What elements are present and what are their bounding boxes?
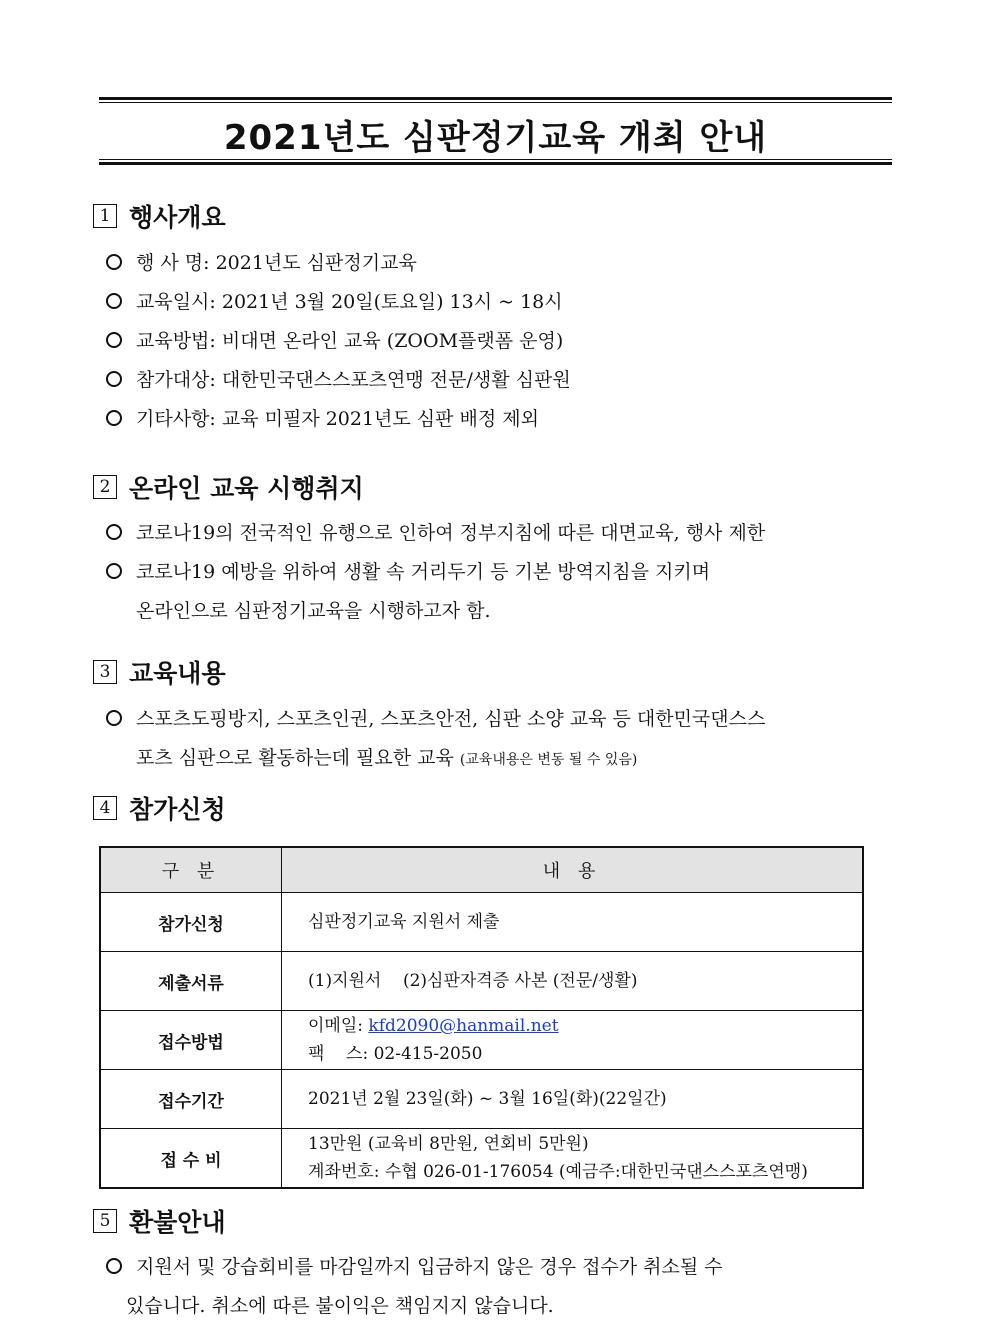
overview-item-datetime: 교육일시: 2021년 3월 20일(토요일) 13시 ~ 18시 <box>106 287 866 314</box>
table-header-category: 구 분 <box>100 847 282 893</box>
title-top-rule-thick <box>99 97 892 100</box>
section-2-title: 온라인 교육 시행취지 <box>129 474 364 503</box>
overview-item-target: 참가대상: 대한민국댄스스포츠연맹 전문/생활 심판원 <box>106 365 866 392</box>
page-title: 2021년도 심판정기교육 개최 안내 <box>223 118 768 158</box>
section-5-heading <box>93 1206 226 1236</box>
overview-item-name: 행 사 명: 2021년도 심판정기교육 <box>106 248 866 275</box>
title-top-rule-thin <box>99 102 892 103</box>
section-1-heading <box>93 201 226 231</box>
table-header-row <box>100 847 863 893</box>
circle-bullet-icon <box>106 293 122 309</box>
content-note: (교육내용은 변동 될 수 있음) <box>459 752 638 768</box>
section-1-title: 행사개요 <box>129 203 226 232</box>
section-5-number-box: 5 <box>93 1209 117 1233</box>
section-2-number-box: 2 <box>93 475 117 499</box>
row-value-method <box>282 1011 864 1070</box>
purpose-item-1: 코로나19의 전국적인 유행으로 인하여 정부지침에 따른 대면교육, 행사 제한 <box>106 518 866 545</box>
section-4-title: 참가신청 <box>129 795 226 824</box>
circle-bullet-icon <box>106 254 122 270</box>
section-4-number-box: 4 <box>93 796 117 820</box>
row-label-period: 접수기간 <box>100 1070 282 1129</box>
row-label-documents: 제출서류 <box>100 952 282 1011</box>
fee-line: 13만원 (교육비 8만원, 연회비 5만원) <box>308 1134 589 1154</box>
row-value-apply: 심판정기교육 지원서 제출 <box>282 893 864 952</box>
refund-item-1: 지원서 및 강습회비를 마감일까지 입금하지 않은 경우 접수가 취소될 수 <box>106 1252 866 1279</box>
section-5-title: 환불안내 <box>129 1208 226 1237</box>
section-4-heading <box>93 793 226 823</box>
row-label-method: 접수방법 <box>100 1011 282 1070</box>
content-item-1: 스포츠도핑방지, 스포츠인권, 스포츠안전, 심판 소양 교육 등 대한민국댄스스 <box>106 704 866 731</box>
table-header-content: 내 용 <box>282 847 864 893</box>
email-link[interactable]: kfd2090@hanmail.net <box>368 1016 559 1036</box>
overview-item-method: 교육방법: 비대면 온라인 교육 (ZOOM플랫폼 운영) <box>106 326 866 353</box>
email-label: 이메일: <box>308 1016 363 1036</box>
circle-bullet-icon <box>106 371 122 387</box>
table-row <box>100 1070 863 1129</box>
row-value-period: 2021년 2월 23일(화) ~ 3월 16일(화)(22일간) <box>282 1070 864 1129</box>
section-3-title: 교육내용 <box>129 659 226 688</box>
table-row <box>100 1129 863 1189</box>
overview-item-other: 기타사항: 교육 미필자 2021년도 심판 배정 제외 <box>106 404 866 431</box>
table-row <box>100 1011 863 1070</box>
circle-bullet-icon <box>106 1258 122 1274</box>
circle-bullet-icon <box>106 563 122 579</box>
row-value-documents: (1)지원서 (2)심판자격증 사본 (전문/생활) <box>282 952 864 1011</box>
table-row <box>100 952 863 1011</box>
section-2-heading <box>93 472 364 502</box>
content-item-1-continued: 포츠 심판으로 활동하는데 필요한 교육 (교육내용은 변동 될 수 있음) <box>136 747 638 769</box>
row-value-fee <box>282 1129 864 1189</box>
row-label-fee: 접 수 비 <box>100 1129 282 1189</box>
title-bottom-rule-thin <box>99 159 892 160</box>
section-3-heading <box>93 657 226 687</box>
fax-line: 팩 스: 02-415-2050 <box>308 1044 483 1064</box>
circle-bullet-icon <box>106 524 122 540</box>
circle-bullet-icon <box>106 332 122 348</box>
circle-bullet-icon <box>106 410 122 426</box>
account-line: 계좌번호: 수협 026-01-176054 (예금주:대한민국댄스스포츠연맹) <box>308 1162 808 1182</box>
circle-bullet-icon <box>106 710 122 726</box>
purpose-item-2-continued: 온라인으로 심판정기교육을 시행하고자 함. <box>136 600 491 622</box>
purpose-item-2: 코로나19 예방을 위하여 생활 속 거리두기 등 기본 방역지침을 지키며 <box>106 557 866 584</box>
table-row <box>100 893 863 952</box>
title-box <box>99 97 892 167</box>
section-1-number-box: 1 <box>93 204 117 228</box>
row-label-apply: 참가신청 <box>100 893 282 952</box>
application-table <box>99 846 864 1189</box>
refund-item-1-continued: 있습니다. 취소에 따른 불이익은 책임지지 않습니다. <box>126 1295 554 1317</box>
section-3-number-box: 3 <box>93 660 117 684</box>
title-bottom-rule-thick <box>99 162 892 165</box>
